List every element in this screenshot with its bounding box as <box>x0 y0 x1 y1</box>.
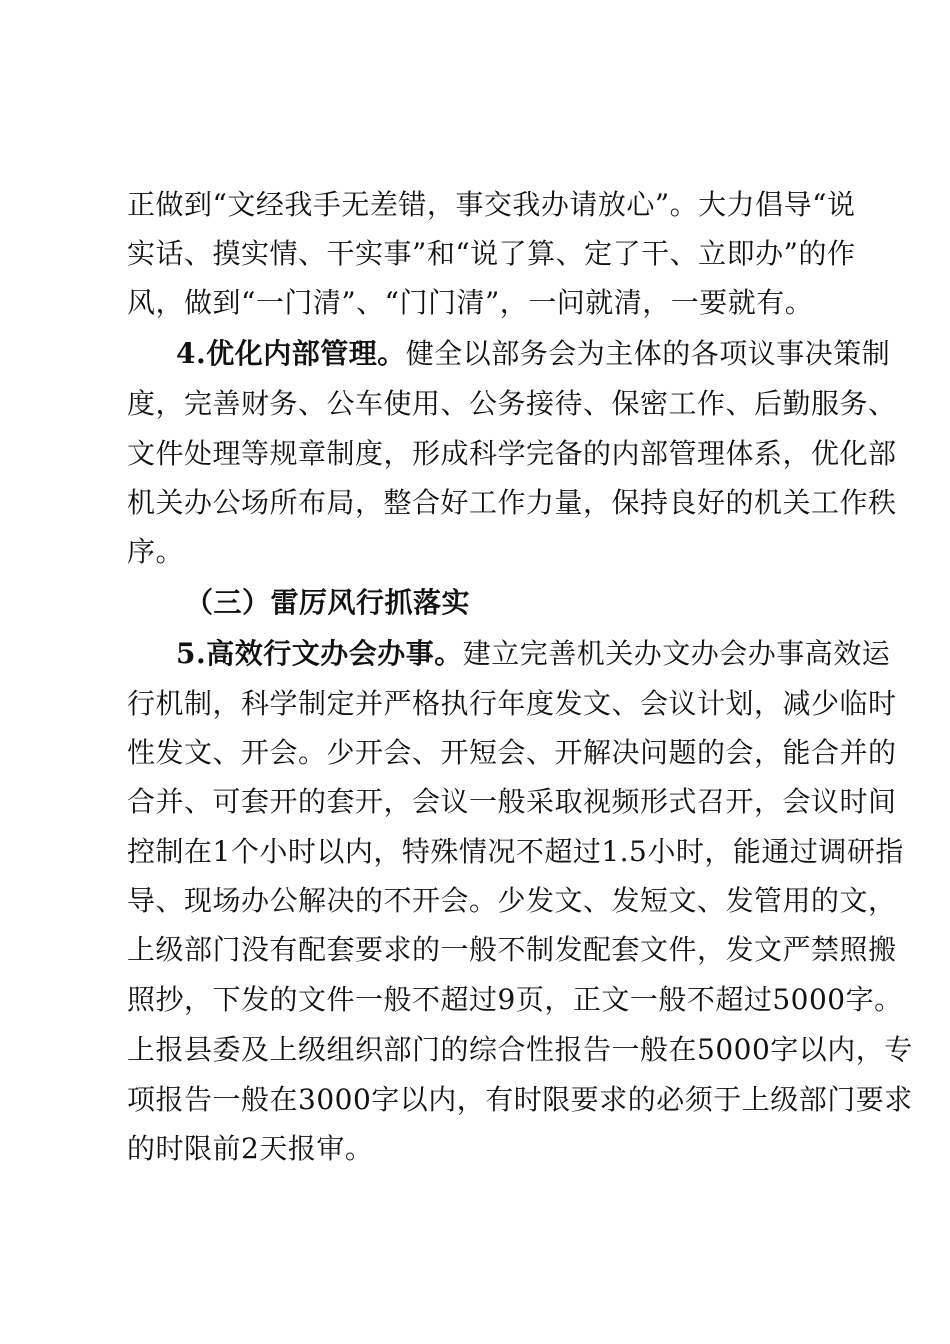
paragraph-line: 风，做到“一门清”、“门门清”，一问就清，一要就有。 <box>127 286 814 319</box>
paragraph-line: 控制在1个小时以内，特殊情况不超过1.5小时，能通过调研指 <box>127 835 904 868</box>
paragraph-line: 上报县委及上级组织部门的综合性报告一般在5000字以内，专 <box>127 1033 913 1066</box>
paragraph-line: 上级部门没有配套要求的一般不制发配套文件，发文严禁照搬 <box>127 933 897 966</box>
paragraph-line: 的时限前2天报审。 <box>127 1132 374 1165</box>
paragraph-line: 行机制，科学制定并严格执行年度发文、会议计划，减少临时 <box>127 687 897 720</box>
item-heading: 4.优化内部管理。 <box>176 337 406 370</box>
paragraph-line: 项报告一般在3000字以内，有时限要求的必须于上级部门要求 <box>127 1083 913 1116</box>
section-heading: （三）雷厉风行抓落实 <box>185 586 471 619</box>
paragraph-line: 性发文、开会。少开会、开短会、开解决问题的会，能合并的 <box>127 736 897 769</box>
paragraph-line: 文件处理等规章制度，形成科学完备的内部管理体系，优化部 <box>127 437 897 470</box>
paragraph-line: 机关办公场所布局，整合好工作力量，保持良好的机关工作秩 <box>127 486 897 519</box>
paragraph-line: 正做到“文经我手无差错，事交我办请放心”。大力倡导“说 <box>127 188 856 221</box>
paragraph-first-line <box>176 329 891 379</box>
item-heading: 5.高效行文办会办事。 <box>176 637 463 670</box>
paragraph-line: 实话、摸实情、干实事”和“说了算、定了干、立即办”的作 <box>127 237 856 270</box>
paragraph-text: 健全以部务会为主体的各项议事决策制 <box>405 337 891 370</box>
paragraph-line: 照抄，下发的文件一般不超过9页，正文一般不超过5000字。 <box>127 983 903 1016</box>
paragraph-line: 度，完善财务、公车使用、公务接待、保密工作、后勤服务、 <box>127 387 897 420</box>
paragraph-text: 建立完善机关办文办会办事高效运 <box>462 637 891 670</box>
paragraph-line: 合并、可套开的套开，会议一般采取视频形式召开，会议时间 <box>127 785 897 818</box>
paragraph-line: 导、现场办公解决的不开会。少发文、发短文、发管用的文， <box>127 884 897 917</box>
paragraph-first-line <box>176 629 891 679</box>
paragraph-line: 序。 <box>127 535 185 568</box>
